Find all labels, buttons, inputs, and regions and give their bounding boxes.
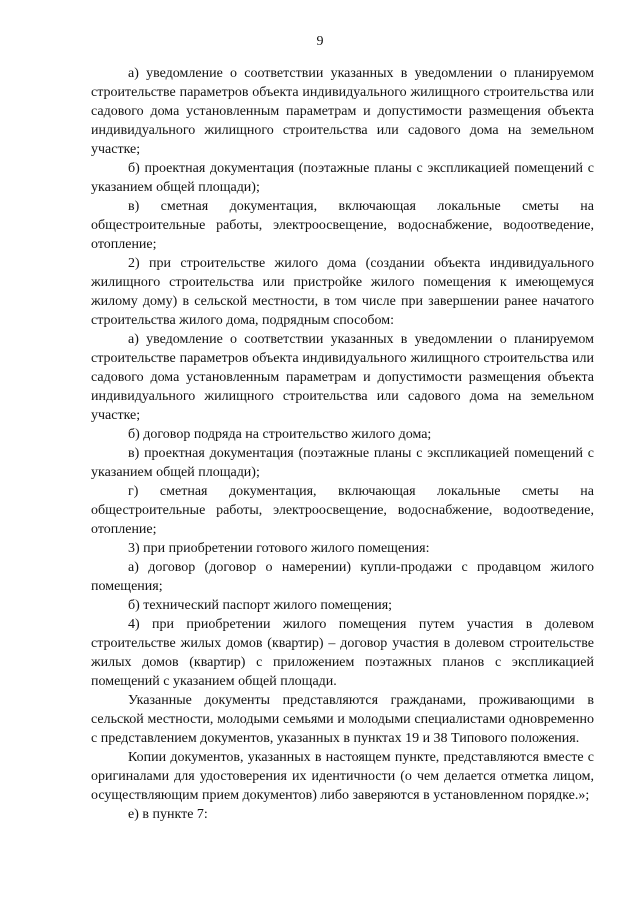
paragraph-e-point-7: е) в пункте 7: (128, 807, 208, 822)
paragraph-2d-estimate-docs: г) сметная документация, включающая локальные сметы на общестроительные работы, электроосвещение, водоснабжение, водоотведение, отопление; (91, 484, 594, 537)
paragraph-1b-project-docs: б) проектная документация (поэтажные планы с экспликацией помещений с указанием общей площади); (91, 161, 594, 195)
paragraph-1a-notification: а) уведомление о соответствии указанных в уведомлении о планируемом строительстве параметров объекта индивидуального жилищного строительства или садового дома установленным параметрам и допустимости размещения объекта индивидуального жилищного строительства или садового дома на земельном участке; (91, 66, 594, 157)
paragraph-documents-submission: Указанные документы представляются гражданами, проживающими в сельской местности, молодыми семьями и молодыми специалистами одновременно с представлением документов, указанных в пунктах 19 и 38 Типового положения. (91, 693, 594, 746)
paragraph-3a-sale-contract: а) договор (договор о намерении) купли-продажи с продавцом жилого помещения; (91, 560, 594, 594)
document-body (91, 64, 594, 824)
paragraph-2c-project-docs: в) проектная документация (поэтажные планы с экспликацией помещений с указанием общей площади); (91, 446, 594, 480)
paragraph-1c-estimate-docs: в) сметная документация, включающая локальные сметы на общестроительные работы, электроосвещение, водоснабжение, водоотведение, отопление; (91, 199, 594, 252)
paragraph-4-shared-construction: 4) при приобретении жилого помещения путем участия в долевом строительстве жилых домов (квартир) – договор участия в долевом строительстве жилых домов (квартир) с приложением поэтажных планов с экспликацией помещений с указанием общей площади. (91, 617, 594, 689)
paragraph-3b-tech-passport: б) технический паспорт жилого помещения; (128, 598, 393, 613)
page-number: 9 (316, 34, 324, 49)
paragraph-3-purchase: 3) при приобретении готового жилого помещения: (128, 541, 430, 556)
paragraph-2b-contract: б) договор подряда на строительство жилого дома; (128, 427, 432, 442)
paragraph-copies-verification: Копии документов, указанных в настоящем пункте, представляются вместе с оригиналами для удостоверения их идентичности (о чем делается отметка лицом, осуществляющим прием документов) либо заверяются в установленном порядке.»; (91, 750, 594, 803)
paragraph-2a-notification: а) уведомление о соответствии указанных в уведомлении о планируемом строительстве параметров объекта индивидуального жилищного строительства или садового дома установленным параметрам и допустимости размещения объекта индивидуального жилищного строительства или садового дома на земельном участке; (91, 332, 594, 423)
paragraph-2-contract-construction: 2) при строительстве жилого дома (создании объекта индивидуального жилищного строительства или пристройке жилого помещения к имеющемуся жилому дому) в сельской местности, в том числе при завершении ранее начатого строительства жилого дома, подрядным способом: (91, 256, 594, 328)
